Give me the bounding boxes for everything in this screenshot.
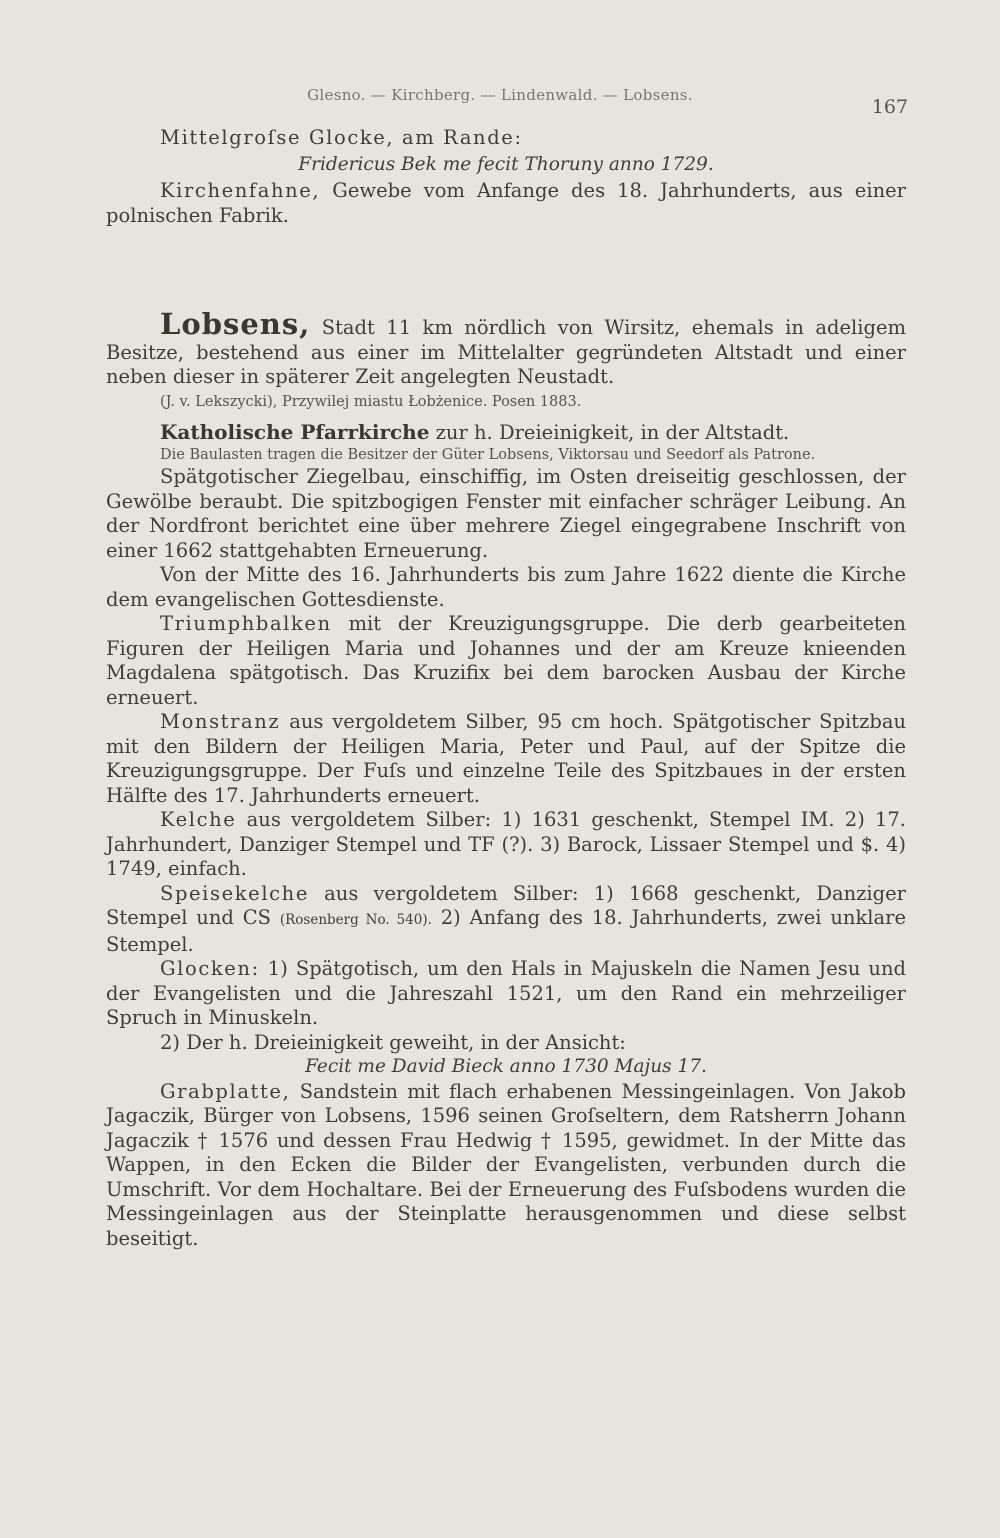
speisekelche-paragraph xyxy=(106,882,906,958)
glocken-inscription: Fecit me David Bieck anno 1730 Majus 17. xyxy=(305,1056,707,1077)
monstranz-text: aus vergoldetem Silber, 95 cm hoch. Spätgotischer Spitzbau mit den Bildern der Heiligen Maria, Peter und Paul, auf der Spitze die Kreuzigungsgruppe. Der Fuſs und einzelne Teile des Spitzbaues in der ersten Hälfte des 17. Jahrhunderts erneuert. xyxy=(106,710,907,807)
glocken-text: 1) Spätgotisch, um den Hals in Majuskeln die Namen Jesu und der Evangelisten und die Jahreszahl 1521, um den Rand ein mehrzeiliger Spruch in Minuskeln. xyxy=(106,957,906,1029)
speisekelche-text-a: aus vergoldetem Silber: 1) 1668 geschenkt, Danziger Stempel und CS xyxy=(106,881,906,929)
monstranz-term: Monstranz xyxy=(160,710,281,733)
page-number: 167 xyxy=(871,96,908,118)
grabplatte-term: Grabplatte, xyxy=(160,1079,291,1103)
rosenberg-reference: (Rosenberg No. 540). xyxy=(279,912,432,928)
triumph-term: Triumphbalken xyxy=(160,612,332,635)
flag-term: Kirchenfahne, xyxy=(160,179,321,202)
lobsens-section xyxy=(106,307,907,1251)
patrons-note: Die Baulasten tragen die Besitzer der Güter Lobsens, Viktorsau und Seedorf als Patrone. xyxy=(160,447,816,463)
lobsens-intro xyxy=(106,307,906,390)
bell-inscription: Fridericus Bek me fecit Thoruny anno 1729. xyxy=(298,153,714,175)
grabplatte-text: Sandstein mit flach erhabenen Messingeinlagen. Von Jakob Jagaczik, Bürger von Lobsens, 1596 seinen Groſseltern, dem Ratsherrn Johann Jagaczik † 1576 und dessen Frau Hedwig † 1595, gewidmet. In der Mitte das Wappen, in den Ecken die Bilder der Evangelisten, verbunden durch die Umschrift. Vor dem Hochaltare. Bei der Erneuerung des Fuſsbodens wurden die Messingeinlagen aus der Steinplatte herausgenommen und diese selbst beseitigt. xyxy=(106,1079,906,1250)
glocken-second: 2) Der h. Dreieinigkeit geweiht, in der Ansicht: xyxy=(160,1030,626,1054)
top-section xyxy=(106,126,906,228)
kelche-text: aus vergoldetem Silber: 1) 1631 geschenkt, Stempel IM. 2) 17. Jahrhundert, Danziger Stempel und TF (?). 3) Barock, Lissaer Stempel und $. 4) 1749, einfach. xyxy=(106,808,907,880)
speisekelche-term: Speisekelche xyxy=(160,881,309,905)
church-title: Katholische Pfarrkirche xyxy=(160,419,430,444)
church-heading xyxy=(106,420,906,446)
source-note: (J. v. Lekszycki), Przywilej miastu Łobżenice. Posen 1883. xyxy=(160,393,582,410)
church-subtitle: zur h. Dreieinigkeit, in der Altstadt. xyxy=(435,420,790,444)
flag-text: Gewebe vom Anfange des 18. Jahrhunderts, aus einer polnischen Fabrik. xyxy=(106,179,907,227)
running-head: Glesno. — Kirchberg. — Lindenwald. — Lobsens. xyxy=(307,86,693,104)
triumph-text: mit der Kreuzigungsgruppe. Die derb gearbeiteten Figuren der Heiligen Maria und Johannes und der am Kreuze knieenden Magdalena spätgotisch. Das Kruzifix bei dem barocken Ausbau der Kirche erneuert. xyxy=(106,612,906,709)
glocken-term: Glocken: xyxy=(160,957,260,980)
flag-paragraph xyxy=(106,179,906,228)
glocken-paragraph xyxy=(106,957,906,1031)
building-paragraph: Spätgotischer Ziegelbau, einschiffig, im Osten dreiseitig geschlossen, der Gewölbe beraubt. Die spitzbogigen Fenster mit einfacher schräger Leibung. An der Nordfront berichtet eine über mehrere Ziegel eingegrabene Inschrift von einer 1662 stattgehabten Erneuerung. xyxy=(106,465,906,562)
kelche-term: Kelche xyxy=(160,808,237,831)
lobsens-title: Lobsens, xyxy=(160,307,311,341)
bell-intro: Mittelgroſse Glocke, am Rande: xyxy=(160,126,523,149)
lobsens-intro-text: Stadt 11 km nördlich von Wirsitz, ehemals in adeligem Besitze, bestehend aus einer im Mittelalter gegründeten Altstadt und einer neben dieser in späterer Zeit angelegten Neustadt. xyxy=(106,316,906,388)
grabplatte-paragraph xyxy=(106,1080,906,1252)
history-paragraph: Von der Mitte des 16. Jahrhunderts bis zum Jahre 1622 diente die Kirche dem evangelischen Gottesdienste. xyxy=(106,563,906,611)
monstranz-paragraph xyxy=(106,710,906,808)
kelche-paragraph xyxy=(106,808,906,882)
triumph-paragraph xyxy=(106,612,906,710)
speisekelche-text-b: 2) Anfang des 18. Jahrhunderts, zwei unklare Stempel. xyxy=(106,906,907,956)
